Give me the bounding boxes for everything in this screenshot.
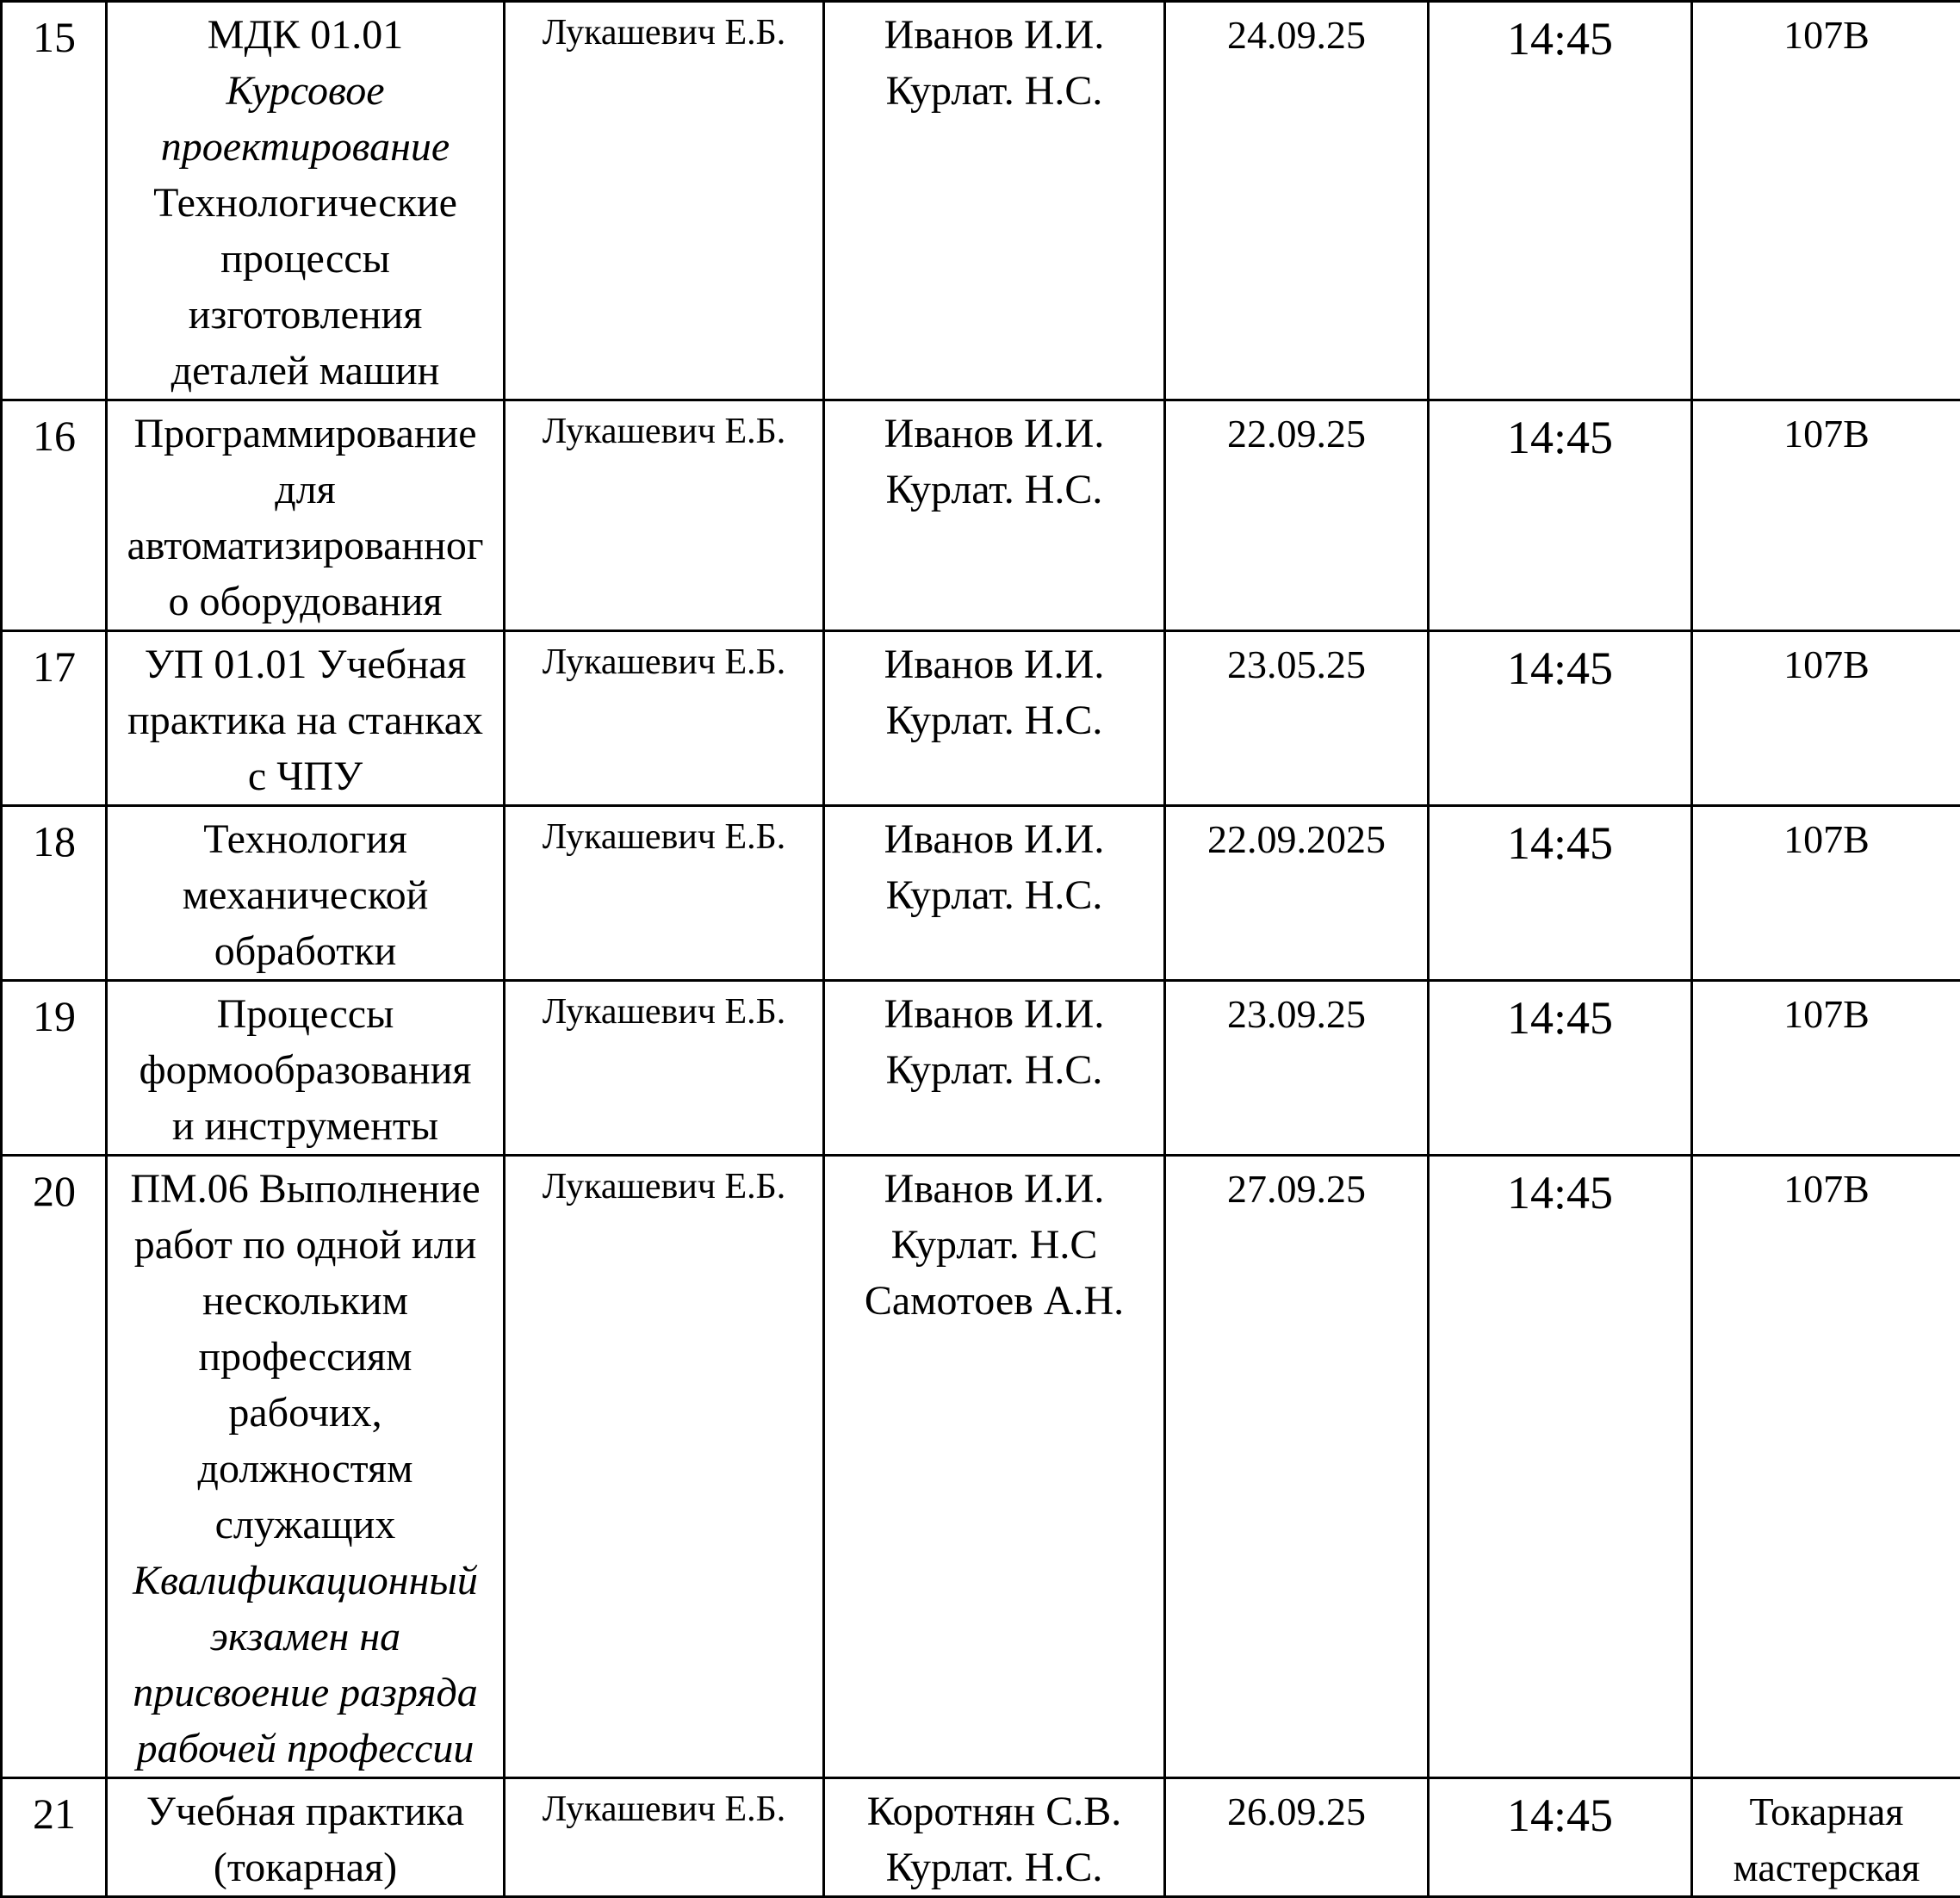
commission-cell bbox=[824, 981, 1165, 1156]
subject-cell bbox=[107, 631, 505, 806]
commission-cell bbox=[824, 1778, 1165, 1897]
subject-line: механической bbox=[108, 867, 503, 923]
subject-cell bbox=[107, 806, 505, 981]
subject-line: для bbox=[108, 462, 503, 518]
date-cell bbox=[1165, 1778, 1429, 1897]
date-cell bbox=[1165, 981, 1429, 1156]
subject-line: Процессы bbox=[108, 986, 503, 1042]
row-number: 18 bbox=[33, 814, 105, 870]
commission-member: Коротнян С.В. bbox=[825, 1783, 1163, 1839]
room-cell bbox=[1692, 1156, 1960, 1778]
exam-date: 23.05.25 bbox=[1166, 636, 1427, 692]
subject-line: профессиям bbox=[108, 1329, 503, 1385]
time-cell bbox=[1429, 981, 1692, 1156]
room-cell bbox=[1692, 1778, 1960, 1897]
exam-date: 23.09.25 bbox=[1166, 986, 1427, 1042]
subject-line: МДК 01.01 bbox=[108, 7, 503, 63]
schedule-body bbox=[2, 2, 1960, 1897]
commission-cell bbox=[824, 2, 1165, 400]
row-number-cell bbox=[2, 1778, 107, 1897]
subject-line: Технологические bbox=[108, 175, 503, 231]
exam-room: 107В bbox=[1693, 636, 1960, 692]
table-row bbox=[2, 981, 1960, 1156]
exam-time: 14:45 bbox=[1430, 11, 1690, 67]
row-number: 20 bbox=[33, 1163, 105, 1219]
subject-cell bbox=[107, 1156, 505, 1778]
subject-line: УП 01.01 Учебная bbox=[108, 636, 503, 692]
row-number: 17 bbox=[33, 639, 105, 695]
subject-line: формообразования bbox=[108, 1042, 503, 1098]
subject-line: должностям bbox=[108, 1441, 503, 1497]
examiner-cell bbox=[505, 400, 824, 631]
commission-member: Иванов И.И. bbox=[825, 7, 1163, 63]
commission-member: Иванов И.И. bbox=[825, 636, 1163, 692]
commission-member: Курлат. Н.С. bbox=[825, 867, 1163, 923]
row-number-cell bbox=[2, 981, 107, 1156]
row-number-cell bbox=[2, 631, 107, 806]
commission-member: Курлат. Н.С. bbox=[825, 692, 1163, 748]
table-row bbox=[2, 1156, 1960, 1778]
table-row bbox=[2, 2, 1960, 400]
exam-room: 107В bbox=[1693, 986, 1960, 1042]
subject-line: и инструменты bbox=[108, 1098, 503, 1154]
exam-time: 14:45 bbox=[1430, 1165, 1690, 1221]
subject-line: Программирование bbox=[108, 406, 503, 462]
exam-time: 14:45 bbox=[1430, 990, 1690, 1046]
examiner-cell bbox=[505, 806, 824, 981]
exam-date: 22.09.2025 bbox=[1166, 811, 1427, 867]
exam-time: 14:45 bbox=[1430, 410, 1690, 466]
subject-line: деталей машин bbox=[108, 343, 503, 399]
subject-cell bbox=[107, 400, 505, 631]
row-number: 16 bbox=[33, 408, 105, 464]
commission-member: Самотоев А.Н. bbox=[825, 1273, 1163, 1329]
room-cell bbox=[1692, 2, 1960, 400]
commission-cell bbox=[824, 806, 1165, 981]
time-cell bbox=[1429, 1156, 1692, 1778]
table-row bbox=[2, 631, 1960, 806]
time-cell bbox=[1429, 806, 1692, 981]
row-number-cell bbox=[2, 400, 107, 631]
row-number-cell bbox=[2, 1156, 107, 1778]
examiner-name: Лукашевич Е.Б. bbox=[506, 1783, 822, 1835]
row-number: 15 bbox=[33, 9, 105, 65]
examiner-cell bbox=[505, 981, 824, 1156]
subject-line: нескольким bbox=[108, 1273, 503, 1329]
time-cell bbox=[1429, 631, 1692, 806]
room-cell bbox=[1692, 806, 1960, 981]
commission-member: Иванов И.И. bbox=[825, 1161, 1163, 1217]
subject-line: служащих bbox=[108, 1497, 503, 1553]
subject-line: экзамен на bbox=[108, 1609, 503, 1665]
table-row bbox=[2, 1778, 1960, 1897]
date-cell bbox=[1165, 806, 1429, 981]
exam-room: 107В bbox=[1693, 406, 1960, 462]
subject-line: работ по одной или bbox=[108, 1217, 503, 1273]
examiner-name: Лукашевич Е.Б. bbox=[506, 811, 822, 863]
date-cell bbox=[1165, 400, 1429, 631]
row-number-cell bbox=[2, 806, 107, 981]
table-row bbox=[2, 400, 1960, 631]
commission-member: Курлат. Н.С. bbox=[825, 1042, 1163, 1098]
time-cell bbox=[1429, 400, 1692, 631]
subject-cell bbox=[107, 1778, 505, 1897]
examiner-cell bbox=[505, 1778, 824, 1897]
room-cell bbox=[1692, 400, 1960, 631]
subject-cell bbox=[107, 981, 505, 1156]
date-cell bbox=[1165, 631, 1429, 806]
exam-room: 107В bbox=[1693, 1161, 1960, 1217]
examiner-cell bbox=[505, 1156, 824, 1778]
subject-line: обработки bbox=[108, 923, 503, 979]
date-cell bbox=[1165, 1156, 1429, 1778]
row-number: 19 bbox=[33, 989, 105, 1045]
commission-member: Курлат. Н.С. bbox=[825, 462, 1163, 518]
time-cell bbox=[1429, 1778, 1692, 1897]
subject-line: автоматизированног bbox=[108, 518, 503, 574]
examiner-name: Лукашевич Е.Б. bbox=[506, 1161, 822, 1213]
commission-member: Иванов И.И. bbox=[825, 406, 1163, 462]
room-cell bbox=[1692, 631, 1960, 806]
commission-member: Курлат. Н.С bbox=[825, 1217, 1163, 1273]
exam-room: 107В bbox=[1693, 811, 1960, 867]
time-cell bbox=[1429, 2, 1692, 400]
exam-date: 27.09.25 bbox=[1166, 1161, 1427, 1217]
subject-line: изготовления bbox=[108, 287, 503, 343]
exam-room: 107В bbox=[1693, 7, 1960, 63]
row-number: 21 bbox=[33, 1786, 105, 1842]
commission-member: Иванов И.И. bbox=[825, 986, 1163, 1042]
examiner-name: Лукашевич Е.Б. bbox=[506, 636, 822, 688]
subject-line: проектирование bbox=[108, 119, 503, 175]
exam-room: мастерская bbox=[1693, 1839, 1960, 1895]
exam-date: 22.09.25 bbox=[1166, 406, 1427, 462]
subject-line: ПМ.06 Выполнение bbox=[108, 1161, 503, 1217]
subject-line: рабочей профессии bbox=[108, 1721, 503, 1777]
subject-cell bbox=[107, 2, 505, 400]
subject-line: о оборудования bbox=[108, 574, 503, 630]
subject-line: Технология bbox=[108, 811, 503, 867]
room-cell bbox=[1692, 981, 1960, 1156]
commission-member: Иванов И.И. bbox=[825, 811, 1163, 867]
commission-member: Курлат. Н.С. bbox=[825, 1839, 1163, 1895]
exam-room: Токарная bbox=[1693, 1783, 1960, 1839]
examiner-name: Лукашевич Е.Б. bbox=[506, 986, 822, 1038]
commission-member: Курлат. Н.С. bbox=[825, 63, 1163, 119]
commission-cell bbox=[824, 400, 1165, 631]
date-cell bbox=[1165, 2, 1429, 400]
subject-line: рабочих, bbox=[108, 1385, 503, 1441]
examiner-name: Лукашевич Е.Б. bbox=[506, 406, 822, 457]
table-row bbox=[2, 806, 1960, 981]
exam-date: 24.09.25 bbox=[1166, 7, 1427, 63]
exam-time: 14:45 bbox=[1430, 816, 1690, 871]
row-number-cell bbox=[2, 2, 107, 400]
commission-cell bbox=[824, 631, 1165, 806]
commission-cell bbox=[824, 1156, 1165, 1778]
subject-line: с ЧПУ bbox=[108, 748, 503, 804]
exam-time: 14:45 bbox=[1430, 1788, 1690, 1844]
examiner-name: Лукашевич Е.Б. bbox=[506, 7, 822, 59]
subject-line: практика на станках bbox=[108, 692, 503, 748]
exam-time: 14:45 bbox=[1430, 641, 1690, 697]
examiner-cell bbox=[505, 2, 824, 400]
subject-line: Учебная практика bbox=[108, 1783, 503, 1839]
subject-line: Курсовое bbox=[108, 63, 503, 119]
exam-date: 26.09.25 bbox=[1166, 1783, 1427, 1839]
subject-line: (токарная) bbox=[108, 1839, 503, 1895]
examiner-cell bbox=[505, 631, 824, 806]
subject-line: процессы bbox=[108, 231, 503, 287]
subject-line: присвоение разряда bbox=[108, 1665, 503, 1721]
subject-line: Квалификационный bbox=[108, 1553, 503, 1609]
